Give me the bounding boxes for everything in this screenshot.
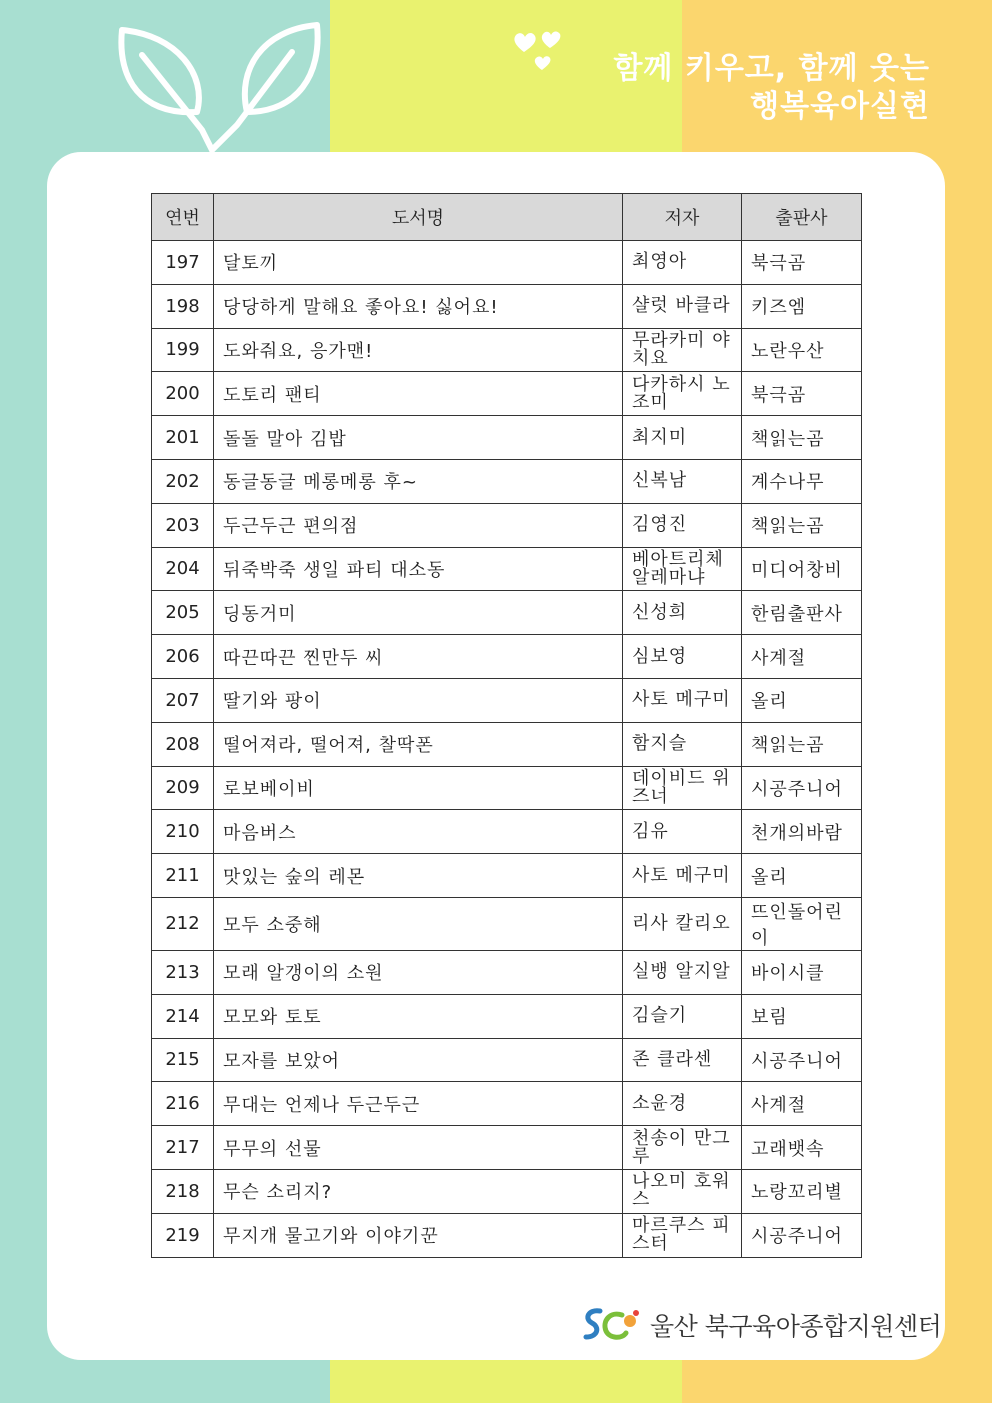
leaf-icon — [112, 20, 332, 155]
row-number: 202 — [152, 459, 214, 503]
book-title: 맛있는 숲의 레몬 — [214, 854, 623, 898]
table-row — [152, 1126, 862, 1170]
book-author: 김유 — [623, 810, 742, 854]
row-number: 198 — [152, 284, 214, 328]
table-row — [152, 678, 862, 722]
book-author: 천송이 만그루 — [623, 1126, 742, 1170]
book-title: 당당하게 말해요 좋아요! 싫어요! — [214, 284, 623, 328]
book-title: 딩동거미 — [214, 591, 623, 635]
row-number: 216 — [152, 1082, 214, 1126]
row-number: 210 — [152, 810, 214, 854]
table-row — [152, 284, 862, 328]
book-author: 사토 메구미 — [623, 854, 742, 898]
book-title: 마음버스 — [214, 810, 623, 854]
row-number: 206 — [152, 635, 214, 679]
table-row — [152, 810, 862, 854]
table-row — [152, 854, 862, 898]
book-author: 존 클라센 — [623, 1038, 742, 1082]
table-row — [152, 766, 862, 810]
book-title: 모자를 보았어 — [214, 1038, 623, 1082]
table-row — [152, 328, 862, 372]
book-publisher: 책읽는곰 — [742, 416, 862, 460]
book-author: 베아트리체 알레마냐 — [623, 547, 742, 591]
book-title: 도와줘요, 응가맨! — [214, 328, 623, 372]
book-publisher: 한림출판사 — [742, 591, 862, 635]
book-author: 신성희 — [623, 591, 742, 635]
book-title: 따끈따끈 찐만두 씨 — [214, 635, 623, 679]
table-row — [152, 994, 862, 1038]
table-row — [152, 372, 862, 416]
header-no: 연번 — [152, 194, 214, 241]
row-number: 203 — [152, 503, 214, 547]
table-row — [152, 635, 862, 679]
table-row — [152, 1169, 862, 1213]
book-author: 함지슬 — [623, 722, 742, 766]
table-row — [152, 547, 862, 591]
slogan-line-1: 함께 키우고, 함께 웃는 — [613, 51, 930, 86]
book-author: 리사 칼리오 — [623, 897, 742, 950]
book-publisher: 시공주니어 — [742, 766, 862, 810]
table-row — [152, 950, 862, 994]
book-list-table — [151, 193, 862, 1258]
header-author: 저자 — [623, 194, 742, 241]
book-publisher: 천개의바람 — [742, 810, 862, 854]
book-title: 뒤죽박죽 생일 파티 대소동 — [214, 547, 623, 591]
book-title: 무지개 물고기와 이야기꾼 — [214, 1213, 623, 1257]
book-publisher: 바이시클 — [742, 950, 862, 994]
book-title: 모두 소중해 — [214, 897, 623, 950]
table-row — [152, 897, 862, 950]
row-number: 213 — [152, 950, 214, 994]
book-author: 데이비드 위즈너 — [623, 766, 742, 810]
header-title: 도서명 — [214, 194, 623, 241]
book-publisher: 고래뱃속 — [742, 1126, 862, 1170]
book-author: 샬럿 바클라 — [623, 284, 742, 328]
book-publisher: 보림 — [742, 994, 862, 1038]
book-author: 실뱅 알지알 — [623, 950, 742, 994]
book-title: 돌돌 말아 김밥 — [214, 416, 623, 460]
table-row — [152, 1038, 862, 1082]
row-number: 209 — [152, 766, 214, 810]
book-author: 최지미 — [623, 416, 742, 460]
row-number: 204 — [152, 547, 214, 591]
table-row — [152, 416, 862, 460]
row-number: 211 — [152, 854, 214, 898]
row-number: 218 — [152, 1169, 214, 1213]
hearts-icon — [510, 28, 570, 73]
table-row — [152, 241, 862, 285]
book-author: 심보영 — [623, 635, 742, 679]
book-author: 김영진 — [623, 503, 742, 547]
book-publisher: 노란우산 — [742, 328, 862, 372]
book-publisher: 시공주니어 — [742, 1038, 862, 1082]
table-row — [152, 722, 862, 766]
row-number: 200 — [152, 372, 214, 416]
book-publisher: 시공주니어 — [742, 1213, 862, 1257]
book-author: 신복남 — [623, 459, 742, 503]
book-title: 딸기와 팡이 — [214, 678, 623, 722]
slogan — [613, 50, 930, 126]
book-author: 사토 메구미 — [623, 678, 742, 722]
book-publisher: 뜨인돌어린이 — [742, 897, 862, 950]
organization-name: 울산 북구육아종합지원센터 — [650, 1312, 942, 1341]
book-title: 모모와 토토 — [214, 994, 623, 1038]
book-author: 소윤경 — [623, 1082, 742, 1126]
book-publisher: 북극곰 — [742, 372, 862, 416]
book-title: 달토끼 — [214, 241, 623, 285]
book-title: 떨어져라, 떨어져, 찰딱폰 — [214, 722, 623, 766]
book-title: 모래 알갱이의 소원 — [214, 950, 623, 994]
organization-logo-icon — [580, 1305, 642, 1345]
book-author: 최영아 — [623, 241, 742, 285]
book-author: 김슬기 — [623, 994, 742, 1038]
book-publisher: 책읽는곰 — [742, 503, 862, 547]
table-header-row — [152, 194, 862, 241]
book-publisher: 책읽는곰 — [742, 722, 862, 766]
footer-logo — [580, 1305, 941, 1345]
table-row — [152, 503, 862, 547]
row-number: 214 — [152, 994, 214, 1038]
table-row — [152, 459, 862, 503]
row-number: 212 — [152, 897, 214, 950]
book-title: 무무의 선물 — [214, 1126, 623, 1170]
book-title: 동글동글 메롱메롱 후~ — [214, 459, 623, 503]
slogan-line-2: 행복육아실현 — [750, 89, 930, 124]
row-number: 208 — [152, 722, 214, 766]
book-author: 무라카미 야치요 — [623, 328, 742, 372]
book-publisher: 올리 — [742, 854, 862, 898]
table-row — [152, 591, 862, 635]
row-number: 205 — [152, 591, 214, 635]
book-title: 무대는 언제나 두근두근 — [214, 1082, 623, 1126]
row-number: 201 — [152, 416, 214, 460]
row-number: 215 — [152, 1038, 214, 1082]
book-publisher: 키즈엠 — [742, 284, 862, 328]
book-publisher: 북극곰 — [742, 241, 862, 285]
book-publisher: 노랑꼬리별 — [742, 1169, 862, 1213]
table-row — [152, 1082, 862, 1126]
book-publisher: 사계절 — [742, 1082, 862, 1126]
book-title: 도토리 팬티 — [214, 372, 623, 416]
table-row — [152, 1213, 862, 1257]
row-number: 219 — [152, 1213, 214, 1257]
book-publisher: 올리 — [742, 678, 862, 722]
book-publisher: 계수나무 — [742, 459, 862, 503]
row-number: 217 — [152, 1126, 214, 1170]
book-publisher: 미디어창비 — [742, 547, 862, 591]
header-publisher: 출판사 — [742, 194, 862, 241]
book-author: 나오미 호워스 — [623, 1169, 742, 1213]
book-title: 두근두근 편의점 — [214, 503, 623, 547]
book-title: 무슨 소리지? — [214, 1169, 623, 1213]
row-number: 197 — [152, 241, 214, 285]
book-author: 다카하시 노조미 — [623, 372, 742, 416]
book-publisher: 사계절 — [742, 635, 862, 679]
row-number: 199 — [152, 328, 214, 372]
row-number: 207 — [152, 678, 214, 722]
book-title: 로보베이비 — [214, 766, 623, 810]
book-author: 마르쿠스 피스터 — [623, 1213, 742, 1257]
